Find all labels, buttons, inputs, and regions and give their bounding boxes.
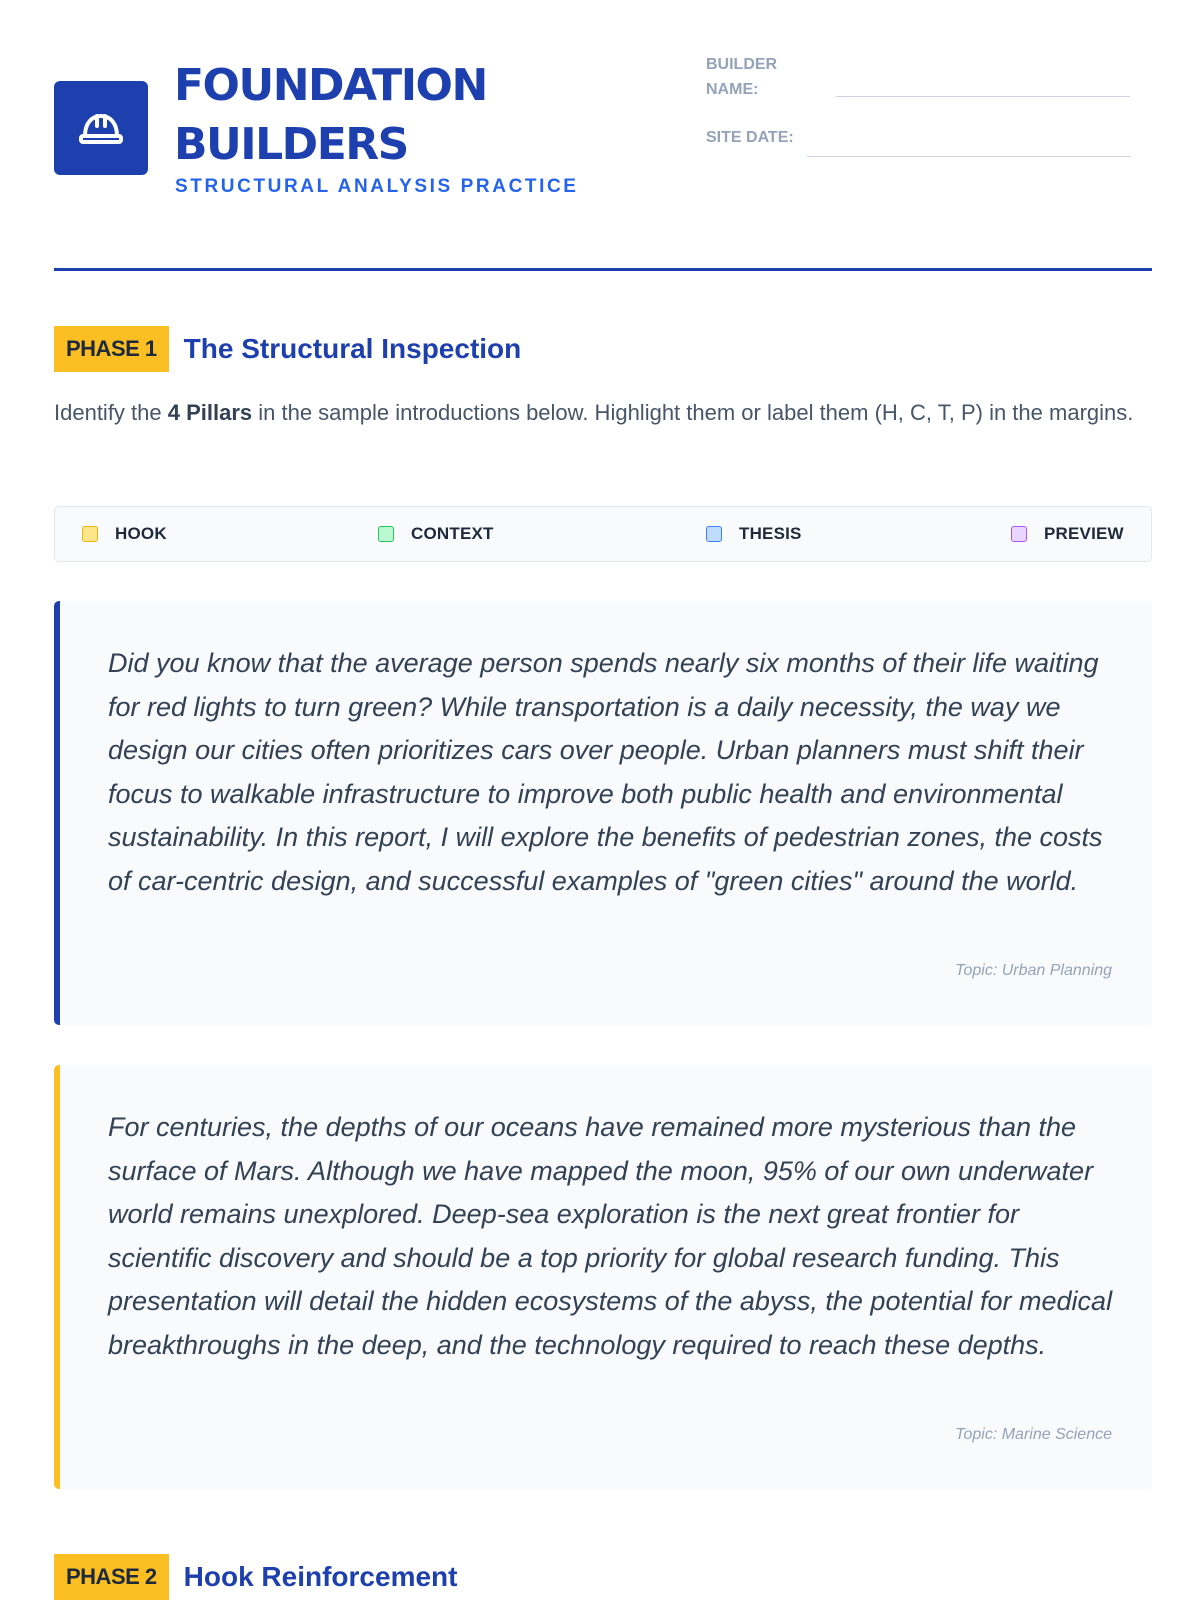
site-date-field[interactable]	[807, 156, 1130, 157]
legend-label-thesis: THESIS	[739, 524, 802, 543]
legend-label-context: CONTEXT	[411, 524, 494, 543]
sample-topic-label: Topic: Urban Planning	[955, 962, 1112, 979]
preview-swatch	[1011, 526, 1027, 542]
legend-item-thesis	[706, 507, 802, 561]
phase2-heading	[54, 1554, 457, 1600]
phase1-instructions	[54, 396, 1152, 430]
legend-item-hook	[82, 507, 167, 561]
instructions-text-start: Identify the	[54, 400, 168, 425]
header-divider	[54, 268, 1152, 271]
hook-swatch	[82, 526, 98, 542]
worksheet-page	[54, 0, 1152, 1592]
builder-name-label-line2: NAME:	[706, 81, 759, 98]
pillar-legend	[54, 506, 1152, 562]
phase1-title: The Structural Inspection	[183, 333, 522, 364]
worksheet-header	[54, 0, 1152, 272]
site-date-label: SITE DATE:	[706, 129, 794, 146]
builder-name-field[interactable]	[836, 96, 1130, 97]
instructions-text-end: in the sample introductions below. Highlight them or label them (H, C, T, P) in the margins.	[252, 400, 1134, 425]
phase2-title: Hook Reinforcement	[183, 1561, 458, 1592]
brand-title-line2: BUILDERS	[174, 119, 408, 170]
thesis-swatch	[706, 526, 722, 542]
sample-intro-text: Did you know that the average person spends nearly six months of their life waiting for red lights to turn green? While transportation is a daily necessity, the way we design our cities often prioritizes cars over people. Urban planners must shift their focus to walkable infrastructure to improve both public health and environmental sustainability. In this report, I will explore the benefits of pedestrian zones, the costs of car-centric design, and successful examples of "green cities" around the world.	[108, 648, 1103, 896]
brand-logo	[54, 81, 148, 175]
sample-topic-label: Topic: Marine Science	[955, 1426, 1112, 1443]
instructions-emphasis: 4 Pillars	[167, 400, 253, 425]
sample-intro-card-2	[54, 1065, 1152, 1489]
phase1-badge: PHASE 1	[54, 326, 169, 372]
context-swatch	[378, 526, 394, 542]
phase2-badge: PHASE 2	[54, 1554, 169, 1600]
builder-name-label	[706, 52, 777, 102]
sample-intro-card-1	[54, 601, 1152, 1025]
sample-intro-text: For centuries, the depths of our oceans have remained more mysterious than the surface of Mars. Although we have mapped the moon, 95% of our own underwater world remains unexplored. Deep-sea exploration is the next great frontier for scientific discovery and should be a top priority for global research funding. This presentation will detail the hidden ecosystems of the abyss, the potential for medical breakthroughs in the deep, and the technology required to reach these depths.	[108, 1112, 1113, 1360]
brand-title	[174, 56, 487, 174]
legend-item-context	[378, 507, 494, 561]
builder-name-label-line1: BUILDER	[706, 56, 778, 73]
hard-hat-icon	[77, 108, 125, 148]
brand-title-line1: FOUNDATION	[174, 60, 487, 111]
legend-label-preview: PREVIEW	[1044, 524, 1124, 543]
legend-item-preview	[1011, 507, 1124, 561]
phase1-heading	[54, 326, 521, 372]
legend-label-hook: HOOK	[115, 524, 167, 543]
brand-subtitle: STRUCTURAL ANALYSIS PRACTICE	[175, 176, 579, 197]
